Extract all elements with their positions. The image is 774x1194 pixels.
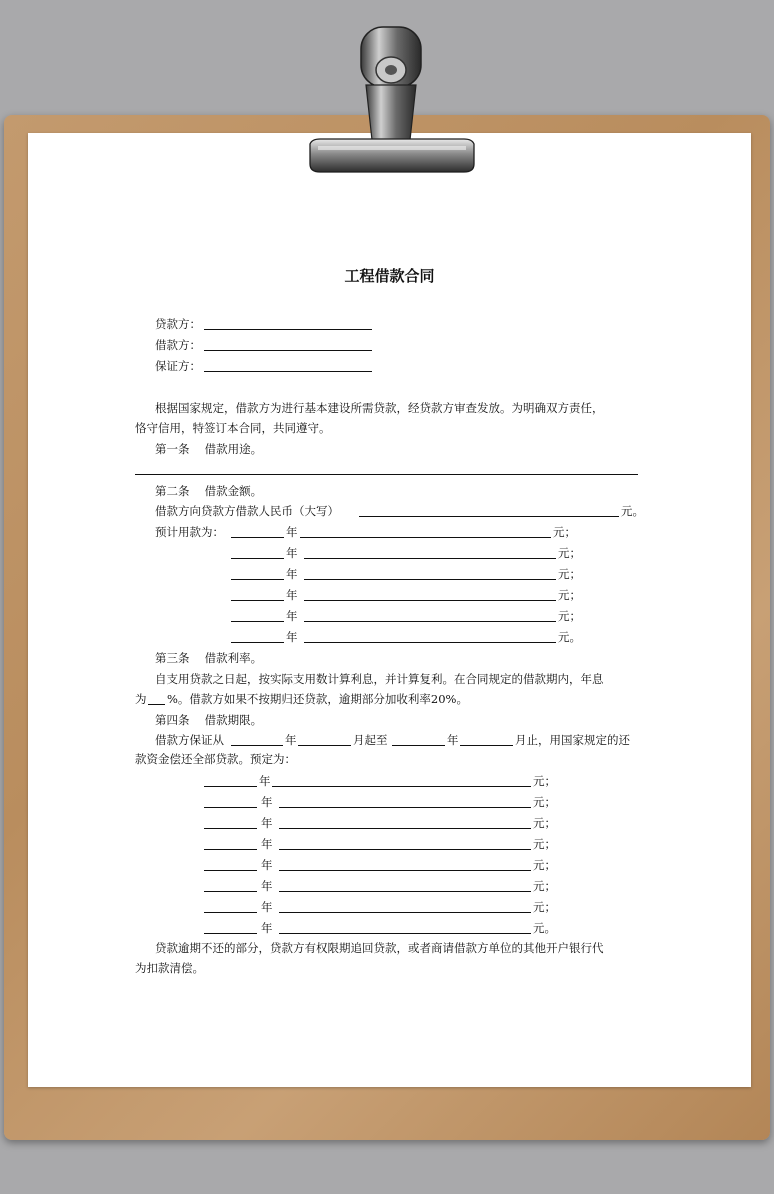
schedule-year-blank [204, 870, 257, 871]
planned-yuan: 元； [558, 546, 581, 560]
term-start-year-label: 年 [285, 733, 297, 747]
planned-year-label: 年 [286, 630, 298, 644]
schedule-yuan: 元； [533, 837, 556, 851]
schedule-amount-blank [279, 912, 531, 913]
planned-amount-blank [304, 558, 556, 559]
term-end-year-blank [392, 745, 445, 746]
schedule-year-label: 年 [261, 900, 273, 914]
planned-amount-blank [300, 537, 551, 538]
schedule-year-label: 年 [261, 837, 273, 851]
lender-blank [204, 329, 372, 330]
schedule-yuan-final: 元。 [533, 921, 556, 935]
schedule-year-blank [204, 891, 257, 892]
schedule-yuan: 元； [533, 879, 556, 893]
preamble-line-2: 恪守信用，特签订本合同，共同遵守。 [135, 421, 331, 435]
term-prefix: 借款方保证从 [155, 733, 224, 747]
purpose-blank [135, 474, 638, 475]
planned-amount-blank [304, 621, 556, 622]
interest-rate-blank [148, 704, 165, 705]
guarantor-blank [204, 371, 372, 372]
schedule-year-blank [204, 933, 257, 934]
article-2-heading: 第二条 借款金额。 [155, 484, 263, 498]
planned-year-label: 年 [286, 588, 298, 602]
term-from-text: 月起至 [353, 733, 388, 747]
guarantor-label: 保证方： [155, 359, 201, 373]
contract-document [28, 133, 751, 1087]
article-3-line-2: %。借款方如果不按期归还贷款，逾期部分加收利率20%。 [167, 692, 468, 706]
planned-year-label: 年 [286, 567, 298, 581]
schedule-amount-blank [279, 828, 531, 829]
term-to-text: 月止，用国家规定的还 [515, 733, 630, 747]
term-line-2: 款资金偿还全部贷款。预定为： [135, 752, 296, 766]
amount-text: 借款方向贷款方借款人民币（大写） [155, 504, 339, 518]
schedule-year-blank [204, 912, 257, 913]
borrower-label: 借款方： [155, 338, 201, 352]
schedule-yuan: 元； [533, 816, 556, 830]
term-end-year-label: 年 [447, 733, 459, 747]
schedule-year-label: 年 [261, 879, 273, 893]
schedule-amount-blank [279, 933, 531, 934]
amount-blank [359, 516, 619, 517]
schedule-year-label: 年 [261, 858, 273, 872]
borrower-blank [204, 350, 372, 351]
planned-amount-blank [304, 642, 556, 643]
planned-year-blank [231, 579, 284, 580]
page-title: 工程借款合同 [344, 267, 435, 285]
article-3-line-1: 自支用贷款之日起，按实际支用数计算利息，并计算复利。在合同规定的借款期内，年息 [155, 672, 604, 686]
closing-line-1: 贷款逾期不还的部分，贷款方有权限期追回贷款，或者商请借款方单位的其他开户银行代 [155, 941, 604, 955]
planned-year-label: 年 [286, 546, 298, 560]
planned-year-blank [231, 537, 284, 538]
schedule-year-blank [204, 807, 257, 808]
preamble-line-1: 根据国家规定，借款方为进行基本建设所需贷款，经贷款方审查发放。为明确双方责任， [155, 401, 604, 415]
article-4-heading: 第四条 借款期限。 [155, 713, 263, 727]
schedule-yuan: 元； [533, 774, 556, 788]
schedule-yuan: 元； [533, 900, 556, 914]
planned-yuan: 元； [553, 525, 576, 539]
schedule-amount-blank [279, 849, 531, 850]
article-1-heading: 第一条 借款用途。 [155, 442, 263, 456]
schedule-amount-blank [279, 807, 531, 808]
planned-amount-blank [304, 600, 556, 601]
contract-paper [28, 133, 751, 1087]
article-3-prefix: 为 [135, 692, 147, 706]
schedule-year-blank [204, 849, 257, 850]
schedule-amount-blank [272, 786, 531, 787]
term-start-year-blank [231, 745, 283, 746]
article-3-heading: 第三条 借款利率。 [155, 651, 263, 665]
planned-year-blank [231, 558, 284, 559]
planned-year-blank [231, 642, 284, 643]
planned-yuan-final: 元。 [558, 630, 581, 644]
closing-line-2: 为扣款清偿。 [135, 961, 204, 975]
schedule-amount-blank [279, 891, 531, 892]
planned-year-blank [231, 621, 284, 622]
planned-yuan: 元； [558, 609, 581, 623]
schedule-year-label: 年 [261, 816, 273, 830]
planned-use-label: 预计用款为： [155, 525, 224, 539]
planned-year-blank [231, 600, 284, 601]
planned-amount-blank [304, 579, 556, 580]
schedule-year-label: 年 [261, 921, 273, 935]
planned-year-label: 年 [286, 609, 298, 623]
schedule-year-label: 年 [259, 774, 271, 788]
schedule-yuan: 元； [533, 795, 556, 809]
amount-yuan: 元。 [621, 504, 644, 518]
planned-yuan: 元； [558, 588, 581, 602]
lender-label: 贷款方： [155, 317, 201, 331]
schedule-year-label: 年 [261, 795, 273, 809]
planned-year-label: 年 [286, 525, 298, 539]
schedule-amount-blank [279, 870, 531, 871]
schedule-year-blank [204, 828, 257, 829]
planned-yuan: 元； [558, 567, 581, 581]
term-end-month-blank [460, 745, 513, 746]
term-start-month-blank [298, 745, 351, 746]
schedule-year-blank [204, 786, 257, 787]
schedule-yuan: 元； [533, 858, 556, 872]
